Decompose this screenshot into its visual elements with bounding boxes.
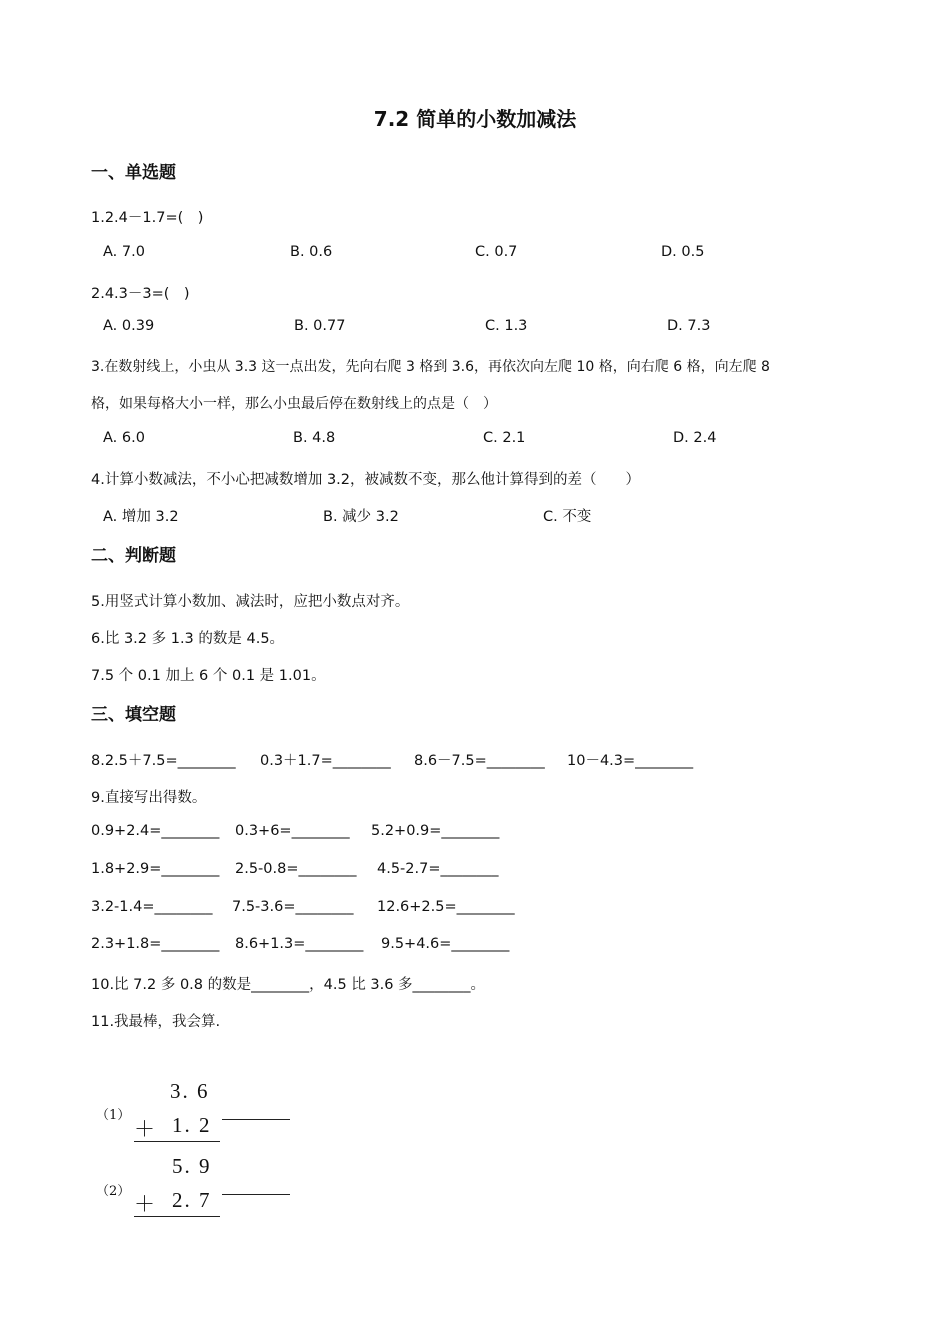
vertical-addition-1-bottom: 1. 2 xyxy=(172,1113,212,1137)
question-3-stem-line1: 3.在数射线上，小虫从 3.3 这一点出发，先向右爬 3 格到 3.6，再依次向左爬 10 格，向右爬 6 格，向左爬 8 xyxy=(91,359,770,375)
plus-sign: ＋ xyxy=(134,1192,155,1216)
vertical-addition-1-top: 3. 6 xyxy=(170,1079,210,1103)
q3-option-a: A. 6.0 xyxy=(103,430,145,446)
q1-option-a: A. 7.0 xyxy=(103,244,145,260)
q4-option-c: C. 不变 xyxy=(543,509,592,525)
question-10: 10.比 7.2 多 0.8 的数是________，4.5 比 3.6 多________。 xyxy=(91,977,486,993)
q3-option-c: C. 2.1 xyxy=(483,430,526,446)
q9-item: 0.9+2.4=________ xyxy=(91,823,220,839)
question-3-stem-line2: 格，如果每格大小一样，那么小虫最后停在数射线上的点是（ ） xyxy=(91,396,497,412)
page-title: 7.2 简单的小数加减法 xyxy=(373,107,577,131)
q3-option-b: B. 4.8 xyxy=(293,430,336,446)
vertical-addition-1-label: （1） xyxy=(96,1108,131,1123)
section-heading-fill-in: 三、填空题 xyxy=(91,705,176,725)
question-1-stem: 1.2.4－1.7=( ) xyxy=(91,210,204,226)
q9-item: 1.8+2.9=________ xyxy=(91,861,220,877)
q9-item: 12.6+2.5=________ xyxy=(377,899,515,915)
q9-item: 5.2+0.9=________ xyxy=(371,823,500,839)
question-6: 6.比 3.2 多 1.3 的数是 4.5。 xyxy=(91,631,285,647)
q2-option-b: B. 0.77 xyxy=(294,318,346,334)
question-9-stem: 9.直接写出得数。 xyxy=(91,790,207,806)
q9-item: 4.5-2.7=________ xyxy=(377,861,499,877)
section-heading-single-choice: 一、单选题 xyxy=(91,163,176,183)
answer-blank xyxy=(222,1194,290,1195)
question-5: 5.用竖式计算小数加、减法时，应把小数点对齐。 xyxy=(91,594,410,610)
q9-item: 7.5-3.6=________ xyxy=(232,899,354,915)
question-8-part-4: 10－4.3=________ xyxy=(567,753,694,769)
vertical-addition-2-top: 5. 9 xyxy=(172,1154,212,1178)
q4-option-b: B. 减少 3.2 xyxy=(323,509,399,525)
question-2-stem: 2.4.3－3=( ) xyxy=(91,286,190,302)
q4-option-a: A. 增加 3.2 xyxy=(103,509,179,525)
q2-option-c: C. 1.3 xyxy=(485,318,528,334)
q9-item: 8.6+1.3=________ xyxy=(235,936,364,952)
question-4-stem: 4.计算小数减法，不小心把减数增加 3.2，被减数不变，那么他计算得到的差（ ） xyxy=(91,472,641,488)
sum-line xyxy=(134,1216,220,1217)
vertical-addition-2-label: （2） xyxy=(96,1184,131,1199)
q3-option-d: D. 2.4 xyxy=(673,430,717,446)
q9-item: 0.3+6=________ xyxy=(235,823,350,839)
vertical-addition-2-bottom: 2. 7 xyxy=(172,1188,212,1212)
q9-item: 2.5-0.8=________ xyxy=(235,861,357,877)
answer-blank xyxy=(222,1119,290,1120)
q1-option-c: C. 0.7 xyxy=(475,244,518,260)
sum-line xyxy=(134,1141,220,1142)
plus-sign: ＋ xyxy=(134,1117,155,1141)
question-8-part-3: 8.6－7.5=________ xyxy=(414,753,545,769)
q1-option-d: D. 0.5 xyxy=(661,244,705,260)
q2-option-d: D. 7.3 xyxy=(667,318,711,334)
q1-option-b: B. 0.6 xyxy=(290,244,333,260)
q9-item: 3.2-1.4=________ xyxy=(91,899,213,915)
question-11-stem: 11.我最棒，我会算. xyxy=(91,1014,221,1030)
section-heading-true-false: 二、判断题 xyxy=(91,546,176,566)
question-8-part-1: 8.2.5＋7.5=________ xyxy=(91,753,236,769)
q9-item: 2.3+1.8=________ xyxy=(91,936,220,952)
question-8-part-2: 0.3＋1.7=________ xyxy=(260,753,391,769)
q9-item: 9.5+4.6=________ xyxy=(381,936,510,952)
question-7: 7.5 个 0.1 加上 6 个 0.1 是 1.01。 xyxy=(91,668,326,684)
q2-option-a: A. 0.39 xyxy=(103,318,155,334)
